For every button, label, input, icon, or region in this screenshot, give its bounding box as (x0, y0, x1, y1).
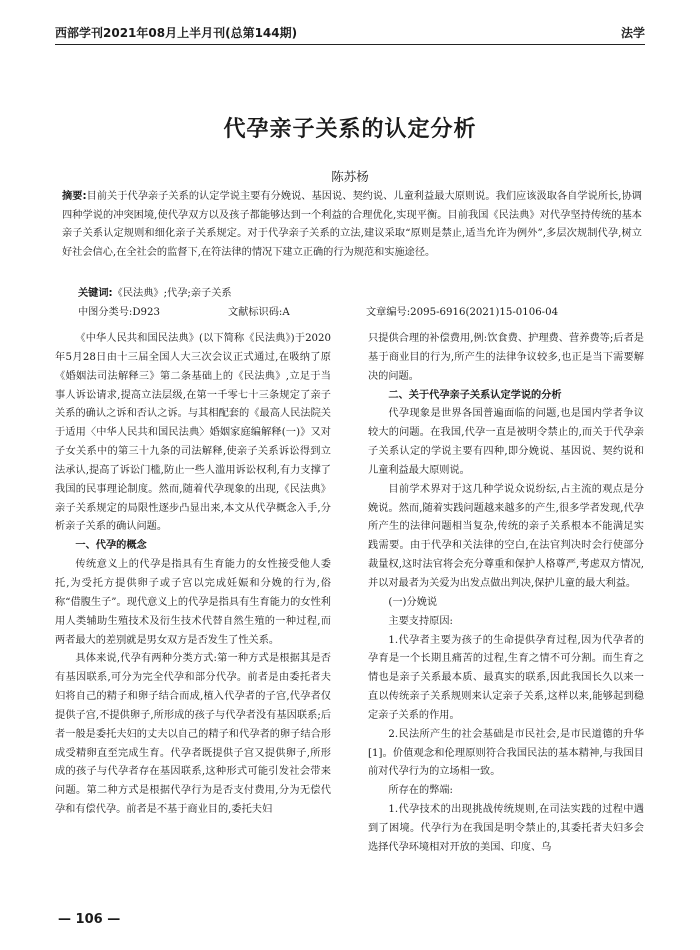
section-heading-2: 二、关于代孕亲子关系认定学说的分析 (388, 389, 562, 401)
abstract-text: 目前关于代孕亲子关系的认定学说主要有分娩说、基因说、契约说、儿童利益最大原则说。我们应该汲取各自学说所长,协调四种学说的冲突困境,使代孕双方以及孩子都能够达到一个利益的合理优化,实现平衡。目前我国《民法典》对代孕坚持传统的基本亲子关系认定规则和细化亲子关系规定。对于代孕亲子关系的立法,建议采取“原则是禁止,适当允许为例外”,多层次规制代孕,树立好社会信心,在全社会的监督下,在符法律的情况下建立正确的行为规范和实施途径。 (62, 191, 642, 258)
journal-issue: 西部学刊2021年08月上半月刊(总第144期) (55, 26, 298, 40)
list-item: 1.代孕技术的出现挑战传统规则,在司法实践的过程中遇到了困境。代孕行为在我国是明令禁止的,其委托者夫妇多会选择代孕环境相对开放的美国、印度、乌 (368, 804, 644, 853)
right-column (368, 330, 644, 858)
article-metadata (78, 304, 638, 322)
list-item: 2.民法所产生的社会基础是市民社会,是市民道德的升华[1]。价值观念和伦理原则符合我国民法的基本精神,与我国目前对代孕行为的立场相一致。 (368, 728, 644, 778)
clc-number: 中图分类号:D923 (78, 307, 160, 318)
author-name: 陈苏杨 (331, 169, 369, 184)
keywords (78, 285, 638, 303)
page-number: — 106 — (58, 912, 121, 927)
document-code: 文献标识码:A (228, 307, 290, 318)
paragraph: 目前学术界对于这几种学说众说纷纭,占主流的观点是分娩说。然而,随着实践问题越来越多的产生,很多学者发现,代孕所产生的法律问题相当复杂,传统的亲子关系根本不能满足实践需要。由于代孕和关法律的空白,在法官判决时会行使部分裁量权,这时法官将会充分尊重和保护人格尊严,考虑双方情况,并以对最者为关爱为出发点做出判决,保护儿童的最大利益。 (368, 483, 644, 589)
left-column (55, 330, 331, 820)
list-item: 1.代孕者主要为孩子的生命提供孕育过程,因为代孕者的孕育是一个长期且痛苦的过程,生育之情不可分割。而生育之情也是亲子关系最本质、最真实的联系,因此我国长久以来一直以传统亲子关系规则来认定亲子关系,这样以来,能够起到稳定亲子关系的作用。 (368, 634, 644, 721)
section-label: 法学 (620, 26, 645, 40)
paragraph: 传统意义上的代孕是指具有生育能力的女性接受他人委托,为受托方提供卵子或子宫以完成妊娠和分娩的行为,俗称“借腹生子”。现代意义上的代孕是指具有生育能力的女性利用人类辅助生殖技术及衍生技术代替自然生殖的一种过程,而两者最大的差别就是男女双方是否发生了性关系。 (55, 559, 331, 646)
paragraph: 所存在的弊端: (388, 785, 453, 797)
article-number: 文章编号:2095-6916(2021)15-0106-04 (366, 307, 559, 318)
keywords-text: 《民法典》;代孕;亲子关系 (112, 288, 232, 299)
abstract (62, 188, 642, 262)
paragraph: 主要支持原因: (388, 615, 453, 627)
running-header (55, 22, 645, 45)
intro-paragraph: 《中华人民共和国民法典》(以下简称《民法典》)于2020年5月28日由十三届全国人大三次会议正式通过,在吸纳了原《婚姻法司法解释三》第二条基础上的《民法典》,立足于当事人诉讼请求,提高立法层级,在第一千零七十三条规定了亲子关系的确认之诉和否认之诉。与其相配套的《最高人民法院关于适用〈中华人民共和国民法典〉婚姻家庭编解释(一)》又对子女关系中的第三十九条的司法解释,使亲子关系诉讼得到立法承认,提高了诉讼门槛,防止一些人滥用诉讼权利,有力支撑了我国的民事理论制度。然而,随着代孕现象的出现,《民法典》亲子关系规定的局限性逐步凸显出来,本文从代孕概念入手,分析亲子关系的确认问题。 (55, 333, 331, 533)
section-heading-1: 一、代孕的概念 (75, 540, 147, 552)
keywords-label: 关键词: (78, 288, 113, 299)
paragraph: 代孕现象是世界各国普遍面临的问题,也是国内学者争议较大的问题。在我国,代孕一直是被明令禁止的,而关于代孕亲子关系认定的学说主要有四种,即分娩说、基因说、契约说和儿童利益最大原则说。 (368, 408, 644, 476)
paragraph: 只提供合理的补偿费用,例:饮食费、护理费、营养费等;后者是基于商业目的行为,所产生的法律争议较多,也正是当下需要解决的问题。 (368, 333, 644, 382)
article-title: 代孕亲子关系的认定分析 (223, 117, 477, 142)
abstract-label: 摘要: (62, 191, 87, 202)
sub-heading: (一)分娩说 (388, 596, 438, 608)
paragraph: 具体来说,代孕有两种分类方式:第一种方式是根据其是否有基因联系,可分为完全代孕和部分代孕。前者是由委托者夫妇将自己的精子和卵子结合而成,植入代孕者的子宫,代孕者仅提供子宫,不提供卵子,所形成的孩子与代孕者没有基因联系;后者一般是委托夫妇的丈夫以自己的精子和代孕者的卵子结合形成受精卵直至完成生育。代孕者既提供子宫又提供卵子,所形成的孩子与代孕者存在基因联系,这种形式可能引发社会带来问题。第二种方式是根据代孕行为是否支付费用,分为无偿代孕和有偿代孕。前者是不基于商业目的,委托夫妇 (55, 653, 331, 816)
